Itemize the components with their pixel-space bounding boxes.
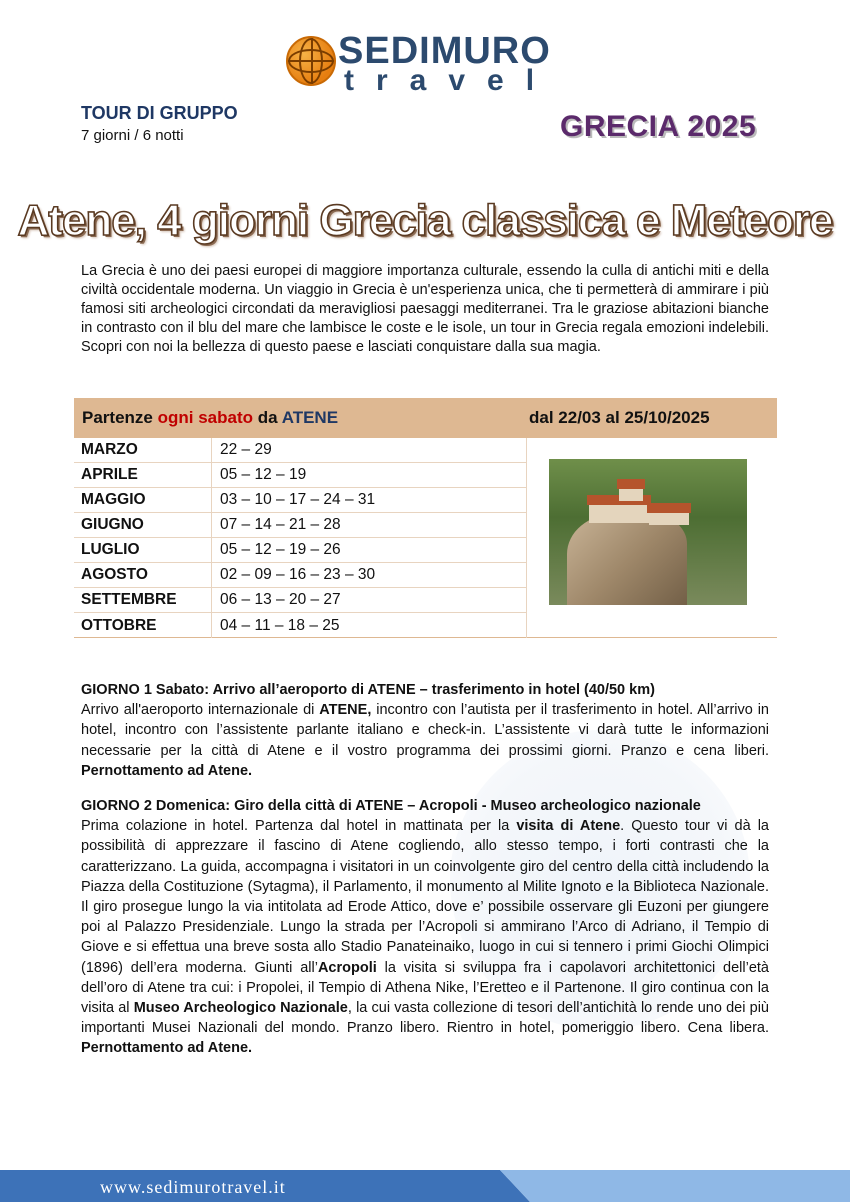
departures-header: [74, 398, 777, 438]
day-1-title: GIORNO 1 Sabato: Arrivo all’aeroporto di ATENE – trasferimento in hotel (40/50 km): [81, 682, 655, 698]
day-1-text: Arrivo all'aeroporto internazionale di ATENE, incontro con l’autista per il trasferimento in hotel. All’arrivo in hotel, incontro con l’assistente parlante italiano e check-in. L’assistente vi darà tutte le informazioni necessarie per la città di Atene e il vostro programma dei prossimi giorni. Pranzo e cena liberi. Pernottamento ad Atene.: [81, 702, 769, 779]
tour-duration: 7 giorni / 6 notti: [81, 127, 184, 144]
globe-icon: [286, 36, 336, 86]
meteora-monastery-photo: [549, 459, 747, 605]
table-row: SETTEMBRE 06 – 13 – 20 – 27: [74, 588, 526, 613]
sedimuro-logo: [286, 30, 586, 97]
footer-band-light: [470, 1170, 850, 1202]
tour-type: TOUR DI GRUPPO: [81, 103, 238, 123]
table-row: MARZO 22 – 29: [74, 438, 526, 463]
table-row: AGOSTO 02 – 09 – 16 – 23 – 30: [74, 563, 526, 588]
departures-range: dal 22/03 al 25/10/2025: [529, 408, 710, 427]
itinerary-day-1: [81, 680, 769, 781]
table-row: LUGLIO 05 – 12 – 19 – 26: [74, 538, 526, 563]
table-divider: [526, 438, 527, 638]
table-row: OTTOBRE 04 – 11 – 18 – 25: [74, 613, 526, 638]
intro-paragraph: La Grecia è uno dei paesi europei di maggiore importanza culturale, essendo la culla di antichi miti e della civiltà occidentale moderna. Un viaggio in Grecia è un'esperienza unica, che ti permetterà di ammirare i più famosi siti archeologici circondati da meravigliosi paesaggi mediterranei. Tra le graziose abitazioni bianche in contrasto con il blu del mare che lambisce le coste e le isole, un tour in Grecia regala emozioni indelebili. Scopri con noi la bellezza di questo paese e lasciati conquistare dalla sua magia.: [81, 263, 769, 355]
footer-website-link[interactable]: www.sedimurotravel.it: [100, 1177, 286, 1197]
logo-brand-text: SEDIMURO: [338, 30, 551, 72]
page-title: Atene, 4 giorni Grecia classica e Meteore: [17, 196, 833, 245]
logo-sub-text: travel: [344, 64, 557, 97]
itinerary-day-2: [81, 796, 769, 1059]
departures-label: Partenze ogni sabato da ATENE: [82, 408, 339, 427]
day-2-title: GIORNO 2 Domenica: Giro della città di ATENE – Acropoli - Museo archeologico nazionale: [81, 798, 701, 814]
day-2-text: Prima colazione in hotel. Partenza dal hotel in mattinata per la visita di Atene. Questo tour vi dà la possibilità di apprezzare il fascino di Atene cogliendo, allo stesso tempo, i forti contrasti che la caratterizzano. La guida, accompagna i visitatori in un coinvolgente giro del centro della città includendo la Piazza della Costituzione (Sytagma), il Parlamento, il monumento al Milite Ignoto e la Biblioteca Nazionale. Il giro prosegue lungo la via intitolata ad Erode Attico, dove e’ possibile osservare gli Euzoni per giungere poi al Palazzo Presidenziale. Lungo la strada per l’Acropoli si ammirano l’Arco di Adriano, il Tempio di Giove e si effettua una breve sosta allo Stadio Panateinaiko, luogo in cui si tennero i primi Giochi Olimpici (1896) dell’era moderna. Giunti all’Acropoli la visita si sviluppa fra i capolavori architettonici dell’età dell’oro di Atene tra cui: i Propolei, il Tempio di Athena Nike, l’Eretteo e il Partenone. Il giro continua con la visita al Museo Archeologico Nazionale, la cui vasta collezione di tesori dell’antichità lo rende uno dei più importanti Musei Nazionali del mondo. Pranzo libero. Rientro in hotel, pomeriggio libero. Cena libera. Pernottamento ad Atene.: [81, 818, 769, 1057]
table-row: MAGGIO 03 – 10 – 17 – 24 – 31: [74, 488, 526, 513]
table-row: APRILE 05 – 12 – 19: [74, 463, 526, 488]
country-year: GRECIA 2025: [560, 110, 757, 143]
table-row: GIUGNO 07 – 14 – 21 – 28: [74, 513, 526, 538]
